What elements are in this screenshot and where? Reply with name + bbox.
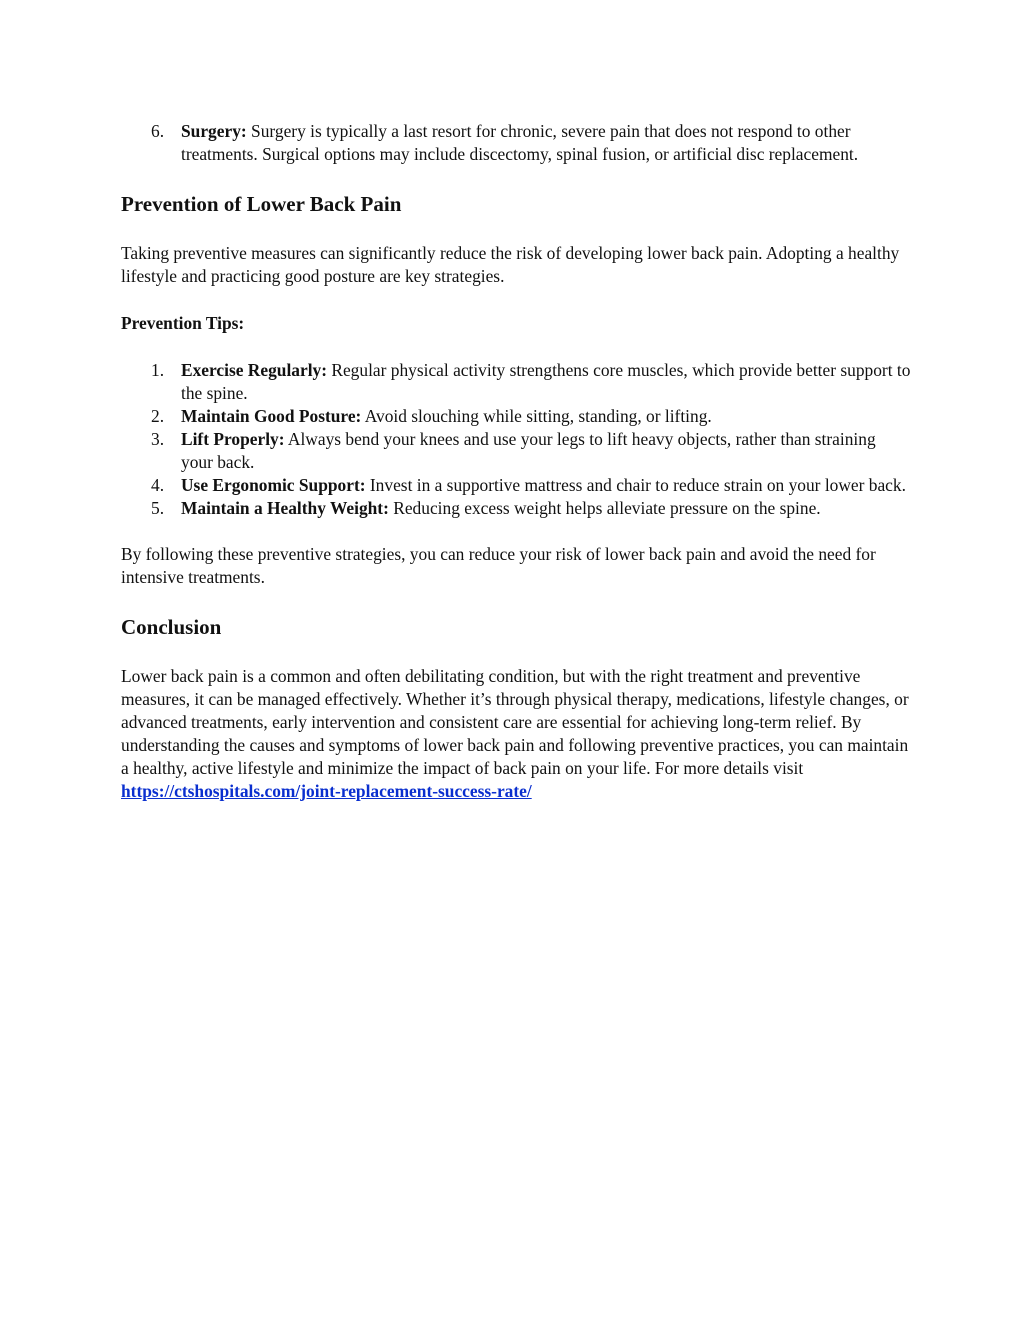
list-item-title: Maintain a Healthy Weight: xyxy=(181,498,389,518)
prevention-intro: Taking preventive measures can significantly reduce the risk of developing lower back pain. Adopting a healthy lifestyle and practicing good posture are key strategies. xyxy=(121,243,900,286)
list-item-surgery xyxy=(121,120,911,166)
list-item-text: Regular physical activity strengthens core muscles, which provide better support to the spine. xyxy=(181,360,911,403)
prevention-closing: By following these preventive strategies, you can reduce your risk of lower back pain and avoid the need for intensive treatments. xyxy=(121,544,876,587)
conclusion-body xyxy=(121,665,911,803)
list-number: 2. xyxy=(151,406,165,426)
list-item-title: Maintain Good Posture: xyxy=(181,406,362,426)
list-item-title: Exercise Regularly: xyxy=(181,360,328,380)
details-link[interactable]: https://ctshospitals.com/joint-replacement-success-rate/ xyxy=(121,781,532,801)
prevention-tips-heading: Prevention Tips: xyxy=(121,313,245,333)
prevention-heading: Prevention of Lower Back Pain xyxy=(121,192,402,216)
list-number: 6. xyxy=(151,121,165,141)
list-item xyxy=(121,474,911,497)
list-item xyxy=(121,405,911,428)
list-item-text: Avoid slouching while sitting, standing, or lifting. xyxy=(361,406,712,426)
list-number: 3. xyxy=(151,429,165,449)
conclusion-heading: Conclusion xyxy=(121,615,222,639)
prevention-tips-list xyxy=(121,359,911,520)
list-number: 4. xyxy=(151,475,165,495)
treatment-list xyxy=(121,120,911,166)
list-item-title: Use Ergonomic Support: xyxy=(181,475,366,495)
conclusion-text: Lower back pain is a common and often debilitating condition, but with the right treatment and preventive measures, it can be managed effectively. Whether it’s through physical therapy, medications, lifestyle changes, or advanced treatments, early intervention and consistent care are essential for achieving long-term relief. By understanding the causes and symptoms of lower back pain and following preventive practices, you can maintain a healthy, active lifestyle and minimize the impact of back pain on your life. For more details visit xyxy=(121,666,909,778)
list-number: 5. xyxy=(151,498,165,518)
list-item-title: Lift Properly: xyxy=(181,429,285,449)
list-item xyxy=(121,359,911,405)
document-page xyxy=(121,120,911,803)
list-item-text: Invest in a supportive mattress and chair to reduce strain on your lower back. xyxy=(365,475,906,495)
list-item xyxy=(121,428,911,474)
list-item-text: Always bend your knees and use your legs to lift heavy objects, rather than straining your back. xyxy=(181,429,876,472)
list-item xyxy=(121,497,911,520)
list-item-text: Surgery is typically a last resort for chronic, severe pain that does not respond to other treatments. Surgical options may include discectomy, spinal fusion, or artificial disc replacement. xyxy=(181,121,859,164)
list-item-title: Surgery: xyxy=(181,121,247,141)
list-item-text: Reducing excess weight helps alleviate pressure on the spine. xyxy=(388,498,821,518)
list-number: 1. xyxy=(151,360,165,380)
